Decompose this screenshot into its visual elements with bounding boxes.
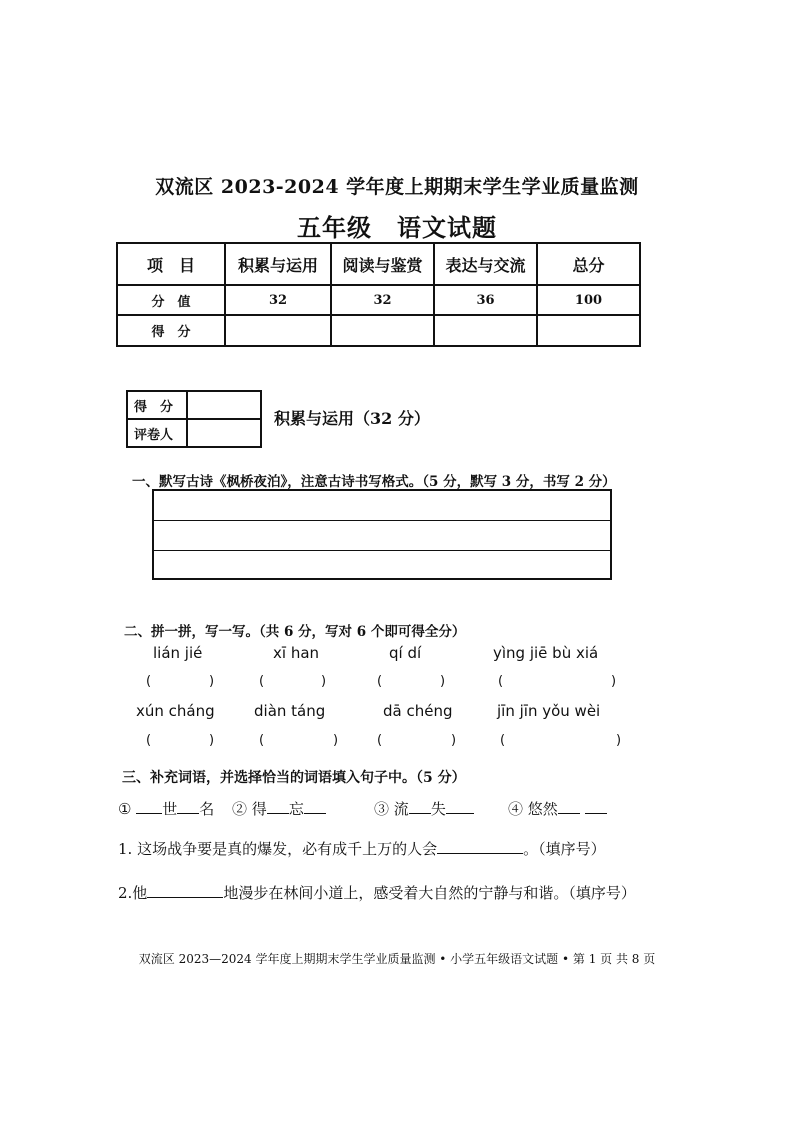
grader-name-cell[interactable] [187, 419, 261, 447]
page-footer: 双流区 2023—2024 学年度上期期末学生学业质量监测 • 小学五年级语文试题 • 第 1 页 共 8 页 [138, 952, 656, 966]
row-header-score: 得 分 [117, 315, 225, 346]
idiom-number: ③ [374, 800, 390, 818]
score-cell-total[interactable] [537, 315, 640, 346]
idiom-blank[interactable] [409, 799, 431, 814]
idiom-3 [374, 798, 474, 819]
grader-score-label: 得 分 [127, 391, 187, 419]
idiom-char: 名 [199, 800, 215, 818]
points-reading: 32 [331, 285, 434, 315]
sentence-1 [118, 838, 606, 859]
points-expression: 36 [434, 285, 537, 315]
answer-paren-close: ) [209, 733, 215, 748]
score-cell-reading[interactable] [331, 315, 434, 346]
pinyin-5: xún cháng [136, 702, 215, 720]
answer-paren-open: ( [146, 733, 152, 748]
column-expression: 表达与交流 [434, 243, 537, 285]
idiom-number: ④ [508, 800, 524, 818]
idiom-char: 忘 [288, 800, 304, 818]
pinyin-2: xī han [273, 644, 320, 662]
sentence-2-text: 2.他 [118, 884, 148, 902]
grader-score-cell[interactable] [187, 391, 261, 419]
score-cell-expression[interactable] [434, 315, 537, 346]
row-header-points: 分 值 [117, 285, 225, 315]
sentence-1-blank[interactable] [437, 839, 523, 854]
sentence-2 [118, 882, 636, 903]
idiom-blank[interactable] [304, 799, 326, 814]
answer-paren-close: ) [321, 674, 327, 689]
answer-paren-open: ( [377, 733, 383, 748]
answer-paren-close: ) [440, 674, 446, 689]
pinyin-8: jīn jīn yǒu wèi [497, 702, 601, 720]
poem-writing-area[interactable] [152, 489, 612, 580]
answer-paren-open: ( [498, 674, 504, 689]
exam-subtitle: 五年级 语文试题 [297, 213, 497, 242]
answer-paren-open: ( [259, 733, 265, 748]
idiom-char: 得 [251, 800, 267, 818]
answer-paren-close: ) [611, 674, 617, 689]
question-3-prompt: 三、补充词语，并选择恰当的词语填入句子中。（5 分） [122, 770, 466, 786]
idiom-blank[interactable] [177, 799, 199, 814]
grader-box [126, 390, 262, 448]
sentence-1-hint: 。（填序号） [523, 840, 606, 858]
idiom-blank[interactable] [585, 799, 607, 814]
sentence-1-text: 1. 这场战争要是真的爆发，必有成千上万的人会 [118, 840, 438, 858]
idiom-blank[interactable] [267, 799, 289, 814]
idiom-1 [118, 798, 214, 819]
idiom-blank[interactable] [446, 799, 474, 814]
sentence-2-blank[interactable] [147, 883, 223, 898]
answer-paren-open: ( [146, 674, 152, 689]
score-cell-accumulation[interactable] [225, 315, 331, 346]
pinyin-6: diàn táng [254, 702, 326, 720]
answer-paren-close: ) [451, 733, 457, 748]
answer-paren-open: ( [259, 674, 265, 689]
question-1-prompt: 一、默写古诗《枫桥夜泊》，注意古诗书写格式。（5 分，默写 3 分，书写 2 分） [132, 474, 616, 490]
answer-paren-open: ( [500, 733, 506, 748]
idiom-number: ① [118, 800, 132, 818]
idiom-char: 世 [162, 800, 178, 818]
sentence-2-hint: 地漫步在林间小道上，感受着大自然的宁静与和谐。（填序号） [223, 884, 636, 902]
section-heading: 积累与运用（32 分） [274, 409, 430, 428]
pinyin-7: dā chéng [383, 702, 453, 720]
column-total: 总分 [537, 243, 640, 285]
writing-line [154, 550, 610, 551]
pinyin-3: qí dí [389, 644, 422, 662]
answer-paren-close: ) [209, 674, 215, 689]
idiom-number: ② [232, 800, 248, 818]
answer-paren-close: ) [333, 733, 339, 748]
idiom-4 [508, 798, 607, 819]
column-reading: 阅读与鉴赏 [331, 243, 434, 285]
pinyin-4: yìng jiē bù xiá [493, 644, 599, 662]
column-accumulation: 积累与运用 [225, 243, 331, 285]
row-header-item: 项 目 [117, 243, 225, 285]
idiom-blank[interactable] [558, 799, 580, 814]
answer-paren-open: ( [377, 674, 383, 689]
question-2-prompt: 二、拼一拼，写一写。（共 6 分，写对 6 个即可得全分） [124, 624, 466, 640]
idiom-char: 失 [430, 800, 446, 818]
idiom-char: 悠然 [527, 800, 558, 818]
score-table [116, 242, 641, 347]
idiom-char: 流 [393, 800, 409, 818]
exam-title: 双流区 2023-2024 学年度上期期末学生学业质量监测 [155, 176, 639, 198]
answer-paren-close: ) [616, 733, 622, 748]
points-total: 100 [537, 285, 640, 315]
points-accumulation: 32 [225, 285, 331, 315]
writing-line [154, 520, 610, 521]
pinyin-1: lián jié [153, 644, 203, 662]
idiom-2 [232, 798, 326, 819]
grader-name-label: 评卷人 [127, 419, 187, 447]
idiom-blank[interactable] [136, 799, 162, 814]
